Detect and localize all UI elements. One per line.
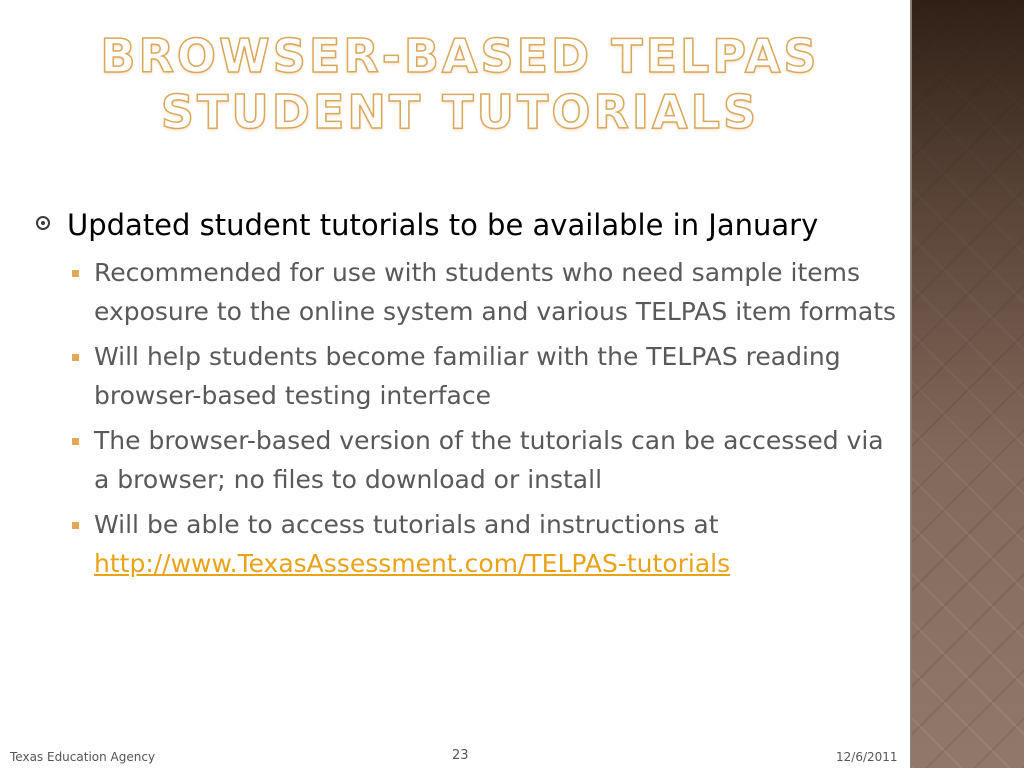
sub-bullet-text: The browser-based version of the tutorials can be accessed via a browser; no files to download or install [94,426,884,494]
slide-title: BROWSER-BASED TELPAS STUDENT TUTORIALS [100,29,820,139]
square-bullet-icon [72,354,79,361]
sub-bullet-item [36,421,898,499]
sub-bullet-item [36,253,898,331]
sub-bullet-text: Recommended for use with students who need sample items exposure to the online system and various TELPAS item formats [94,258,897,326]
circle-bullet-icon [36,216,50,230]
footer-page-number: 23 [452,748,469,763]
square-bullet-icon [72,438,79,445]
sub-bullet-item [36,505,898,583]
decorative-side-strip [912,0,1024,768]
sub-bullet-item [36,337,898,415]
footer-date: 12/6/2011 [836,750,898,764]
sub-bullet-text: Will help students become familiar with the TELPAS reading browser-based testing interface [94,342,841,410]
bullet-item [36,204,898,247]
bullet-text: Updated student tutorials to be available in January [67,208,819,242]
square-bullet-icon [72,270,79,277]
footer-organization: Texas Education Agency [10,750,156,764]
slide-body [36,204,898,589]
square-bullet-icon [72,522,79,529]
tutorials-link[interactable]: http://www.TexasAssessment.com/TELPAS-tutorials [94,549,731,578]
sub-bullet-text: Will be able to access tutorials and instructions at [94,510,719,539]
